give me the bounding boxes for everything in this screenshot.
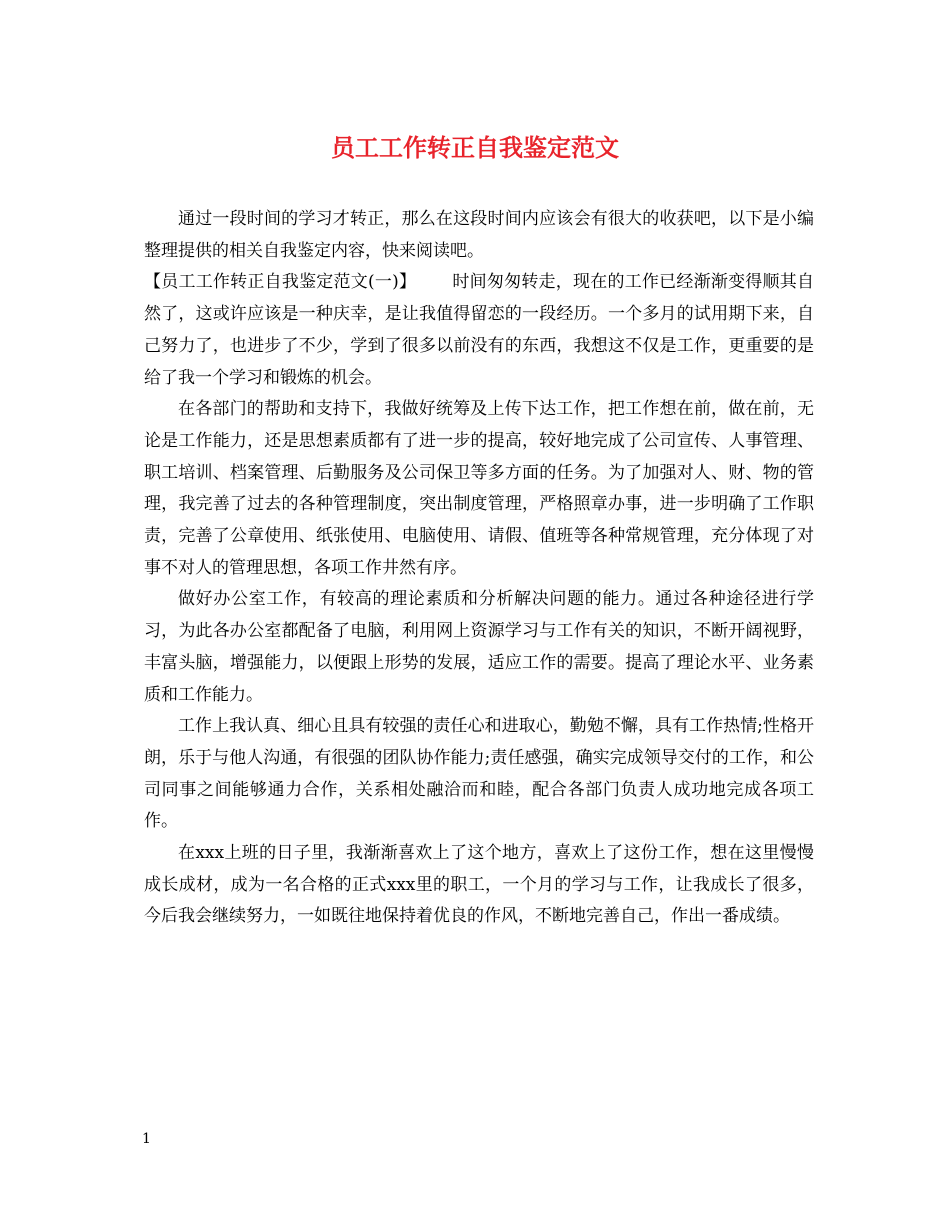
document-body [144, 204, 814, 933]
section-heading: 【员工工作转正自我鉴定范文(一)】 [144, 272, 417, 293]
page-number: 1 [142, 1131, 151, 1147]
section-first-paragraph [144, 267, 814, 394]
intro-paragraph: 通过一段时间的学习才转正，那么在这段时间内应该会有很大的收获吧，以下是小编整理提供的相关自我鉴定内容，快来阅读吧。 [144, 209, 814, 261]
paragraph-3: 做好办公室工作，有较高的理论素质和分析解决问题的能力。通过各种途径进行学习，为此各办公室都配备了电脑，利用网上资源学习与工作有关的知识，不断开阔视野，丰富头脑，增强能力，以便跟上形势的发展，适应工作的需要。提高了理论水平、业务素质和工作能力。 [144, 589, 814, 705]
paragraph-1: 时间匆匆转走，现在的工作已经渐渐变得顺其自然了，这或许应该是一种庆幸，是让我值得留恋的一段经历。一个多月的试用期下来，自己努力了，也进步了不少，学到了很多以前没有的东西，我想这不仅是工作，更重要的是给了我一个学习和锻炼的机会。 [144, 272, 814, 388]
paragraph-5: 在xxx上班的日子里，我渐渐喜欢上了这个地方，喜欢上了这份工作，想在这里慢慢成长成材，成为一名合格的正式xxx里的职工，一个月的学习与工作，让我成长了很多，今后我会继续努力，一如既往地保持着优良的作风，不断地完善自己，作出一番成绩。 [144, 843, 814, 927]
paragraph-2: 在各部门的帮助和支持下，我做好统筹及上传下达工作，把工作想在前，做在前，无论是工作能力，还是思想素质都有了进一步的提高，较好地完成了公司宣传、人事管理、职工培训、档案管理、后勤服务及公司保卫等多方面的任务。为了加强对人、财、物的管理，我完善了过去的各种管理制度，突出制度管理，严格照章办事，进一步明确了工作职责，完善了公章使用、纸张使用、电脑使用、请假、值班等各种常规管理，充分体现了对事不对人的管理思想，各项工作井然有序。 [144, 399, 814, 578]
document-title: 员工工作转正自我鉴定范文 [331, 133, 619, 162]
paragraph-4: 工作上我认真、细心且具有较强的责任心和进取心，勤勉不懈，具有工作热情;性格开朗，乐于与他人沟通，有很强的团队协作能力;责任感强，确实完成领导交付的工作，和公司同事之间能够通力合作，关系相处融洽而和睦，配合各部门负责人成功地完成各项工作。 [144, 716, 814, 832]
